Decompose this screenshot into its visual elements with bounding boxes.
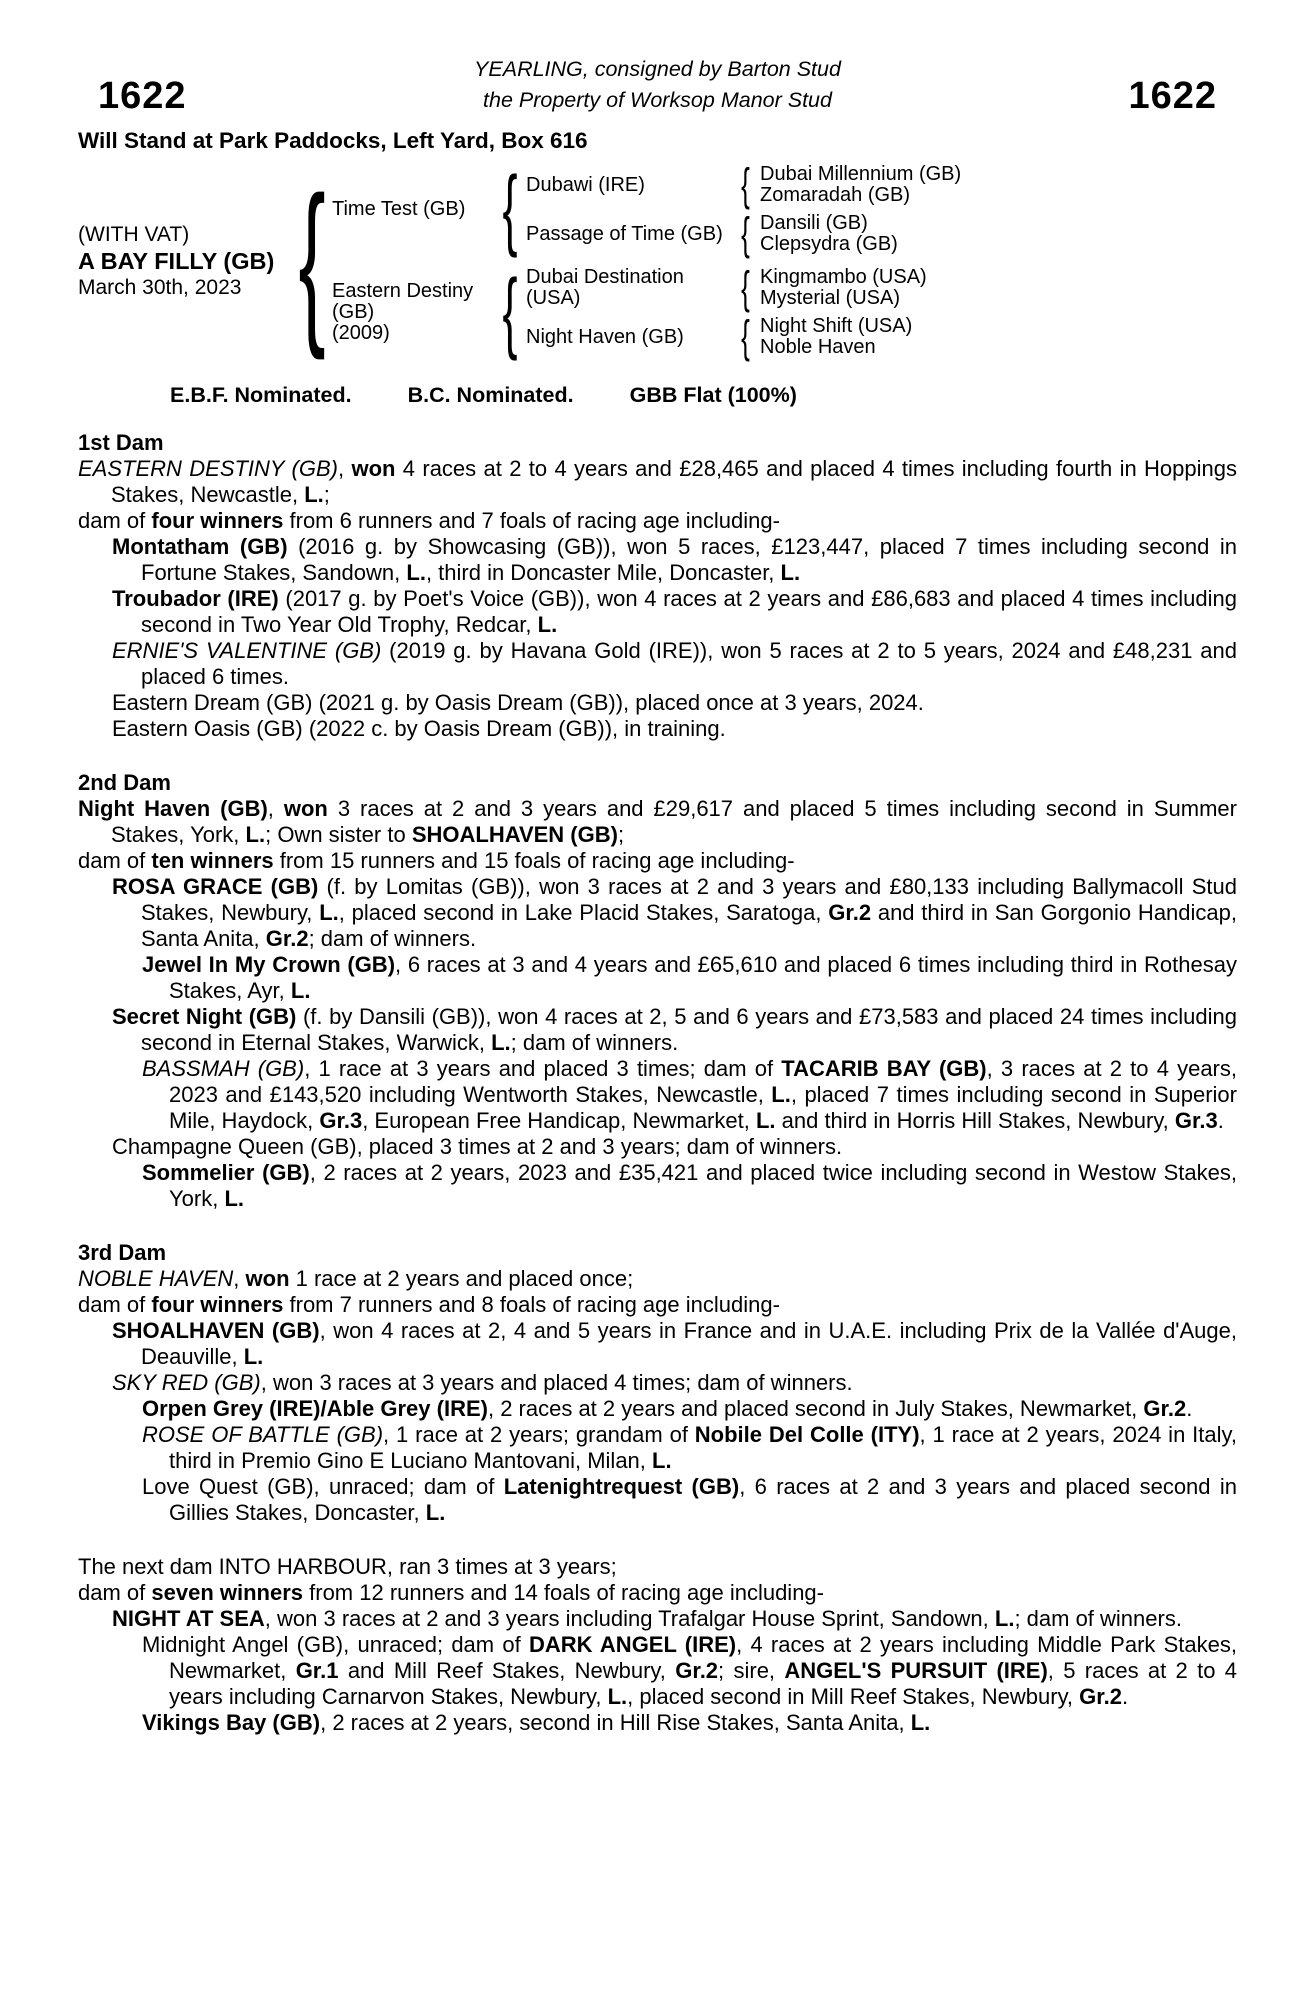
text-run: SHOALHAVEN (GB) <box>411 822 618 847</box>
pedigree-paragraph <box>78 1554 1237 1580</box>
text-run: Night Haven (GB) <box>78 796 268 821</box>
text-run: L. <box>290 978 311 1003</box>
pedigree-brace-icon: { <box>298 160 326 362</box>
text-run: , won 4 races at 2, 4 and 5 years in France and in U.A.E. including Prix de la Vallée d'Auge, Deauville, <box>141 1318 1237 1369</box>
text-run: L. <box>537 612 558 637</box>
text-run: , won 3 races at 3 years and placed 4 times; dam of winners. <box>260 1370 853 1395</box>
pedigree-paragraph <box>78 456 1237 508</box>
text-run: L. <box>780 560 801 585</box>
text-run: , 4 races at 2 years including Middle Park Stakes, Newmarket, <box>169 1632 1237 1683</box>
text-run: 3 races at 2 and 3 years and £29,617 and placed 5 times including second in Summer Stakes, York, <box>111 796 1237 847</box>
section-heading: 3rd Dam <box>78 1240 167 1265</box>
pedigree-branch <box>526 261 927 313</box>
text-run: four winners <box>151 508 284 533</box>
text-run: Orpen Grey (IRE)/Able Grey (IRE) <box>142 1396 488 1421</box>
text-run: won <box>351 456 396 481</box>
text-run: L. <box>755 1108 776 1133</box>
pedigree-paragraph <box>78 586 1237 638</box>
text-run: , 2 races at 2 years, second in Hill Rise Stakes, Santa Anita, <box>320 1710 911 1735</box>
text-run: , 2 races at 2 years, 2023 and £35,421 and placed twice including second in Westow Stakes, York, <box>169 1160 1237 1211</box>
horse-name: Time Test (GB) <box>332 198 466 220</box>
text-run: seven winners <box>151 1580 304 1605</box>
subject-info <box>78 222 292 300</box>
pedigree-paragraph <box>78 1710 1237 1736</box>
text-run: and third in Horris Hill Stakes, Newbury, <box>775 1108 1175 1133</box>
pedigree-paragraph <box>78 1632 1237 1710</box>
consigned-line: YEARLING, consigned by Barton Stud <box>474 57 841 81</box>
text-run: Gr.3 <box>319 1108 363 1133</box>
text-run: Champagne Queen (GB), placed 3 times at 2 and 3 years; dam of winners. <box>112 1134 843 1159</box>
text-run: L. <box>304 482 324 507</box>
text-run: , placed 7 times including second in Superior Mile, Haydock, <box>169 1082 1237 1133</box>
horse-name: Dubai Millennium (GB) <box>760 163 962 185</box>
lot-number-right: 1622 <box>1128 75 1217 117</box>
text-run: , 2 races at 2 years and placed second in July Stakes, Newmarket, <box>487 1396 1144 1421</box>
text-run: L. <box>771 1082 791 1107</box>
text-run: Gr.1 <box>295 1658 339 1683</box>
text-run: ; Own sister to <box>265 822 412 847</box>
horse-name: Zomaradah (GB) <box>760 184 911 206</box>
horse-name: Passage of Time (GB) <box>526 222 723 245</box>
pedigree-paragraph <box>78 1396 1237 1422</box>
horse-name: Noble Haven <box>760 336 876 358</box>
text-run: , won 3 races at 2 and 3 years including Trafalgar House Sprint, Sandown, <box>264 1606 995 1631</box>
text-run: Latenightrequest (GB) <box>503 1474 740 1499</box>
text-run: Gr.2 <box>1143 1396 1187 1421</box>
text-run: L. <box>652 1448 672 1473</box>
text-run: . <box>1217 1108 1224 1133</box>
horse-name: Dubai Destination (USA) <box>526 266 684 309</box>
text-run: ; dam of winners. <box>510 1030 679 1055</box>
text-run: dam of <box>78 848 152 873</box>
text-run: L. <box>319 900 339 925</box>
text-run: from 7 runners and 8 foals of racing age including- <box>283 1292 780 1317</box>
dam-section <box>78 1240 1237 1526</box>
text-run: , placed second in Mill Reef Stakes, Newbury, <box>627 1684 1080 1709</box>
text-run: , placed second in Lake Placid Stakes, Saratoga, <box>338 900 829 925</box>
text-run: Gr.2 <box>1079 1684 1122 1709</box>
text-run: , <box>233 1266 246 1291</box>
text-run: , 1 race at 2 years; grandam of <box>383 1422 695 1447</box>
text-run: (f. by Lomitas (GB)), won 3 races at 2 and 3 years and £80,133 including Ballymacoll Stud Stakes, Newbury, <box>141 874 1238 925</box>
text-run: , 1 race at 3 years and placed 3 times; dam of <box>304 1056 782 1081</box>
text-run: BASSMAH (GB) <box>142 1056 305 1081</box>
lot-number-left: 1622 <box>98 75 187 117</box>
pedigree-brace-icon: { <box>741 207 751 259</box>
text-run: , 6 races at 2 and 3 years and placed second in Gillies Stakes, Doncaster, <box>169 1474 1237 1525</box>
horse-name: Night Shift (USA) <box>760 315 913 337</box>
pedigree-paragraph <box>78 796 1237 848</box>
text-run: L. <box>994 1606 1015 1631</box>
text-run: EASTERN DESTINY (GB) <box>78 456 338 481</box>
text-run: , <box>267 796 284 821</box>
horse-name: Night Haven (GB) <box>526 325 684 348</box>
text-run: ERNIE'S VALENTINE (GB) <box>112 638 382 663</box>
text-run: from 6 runners and 7 foals of racing age including- <box>283 508 780 533</box>
pedigree-paragraph <box>78 1606 1237 1632</box>
text-run: 4 races at 2 to 4 years and £28,465 and placed 4 times including fourth in Hoppings Stakes, Newcastle, <box>111 456 1237 507</box>
pedigree-paragraph <box>78 716 1237 742</box>
text-run: Jewel In My Crown (GB) <box>142 952 396 977</box>
text-run: DARK ANGEL (IRE) <box>528 1632 737 1657</box>
horse-year: (2009) <box>332 322 390 344</box>
horse-name: Dubawi (IRE) <box>526 173 645 196</box>
subject-name: A BAY FILLY (GB) <box>78 248 275 274</box>
text-run: Love Quest (GB), unraced; dam of <box>142 1474 504 1499</box>
pedigree-generations <box>332 158 962 363</box>
text-run: L. <box>243 1344 264 1369</box>
text-run: Gr.3 <box>1174 1108 1218 1133</box>
text-run: (2019 g. by Havana Gold (IRE)), won 5 races at 2 to 5 years, 2024 and £48,231 and placed 6 times. <box>141 638 1237 689</box>
text-run: 1 race at 2 years and placed once; <box>289 1266 634 1291</box>
page-header <box>78 54 1237 116</box>
text-run: dam of <box>78 1292 152 1317</box>
text-run: ANGEL'S PURSUIT (IRE) <box>784 1658 1048 1683</box>
text-run: Sommelier (GB) <box>142 1160 310 1185</box>
text-run: won <box>283 796 328 821</box>
text-run: SHOALHAVEN (GB) <box>112 1318 320 1343</box>
text-run: NIGHT AT SEA <box>112 1606 265 1631</box>
horse-name: Eastern Destiny (GB) <box>332 280 474 323</box>
pedigree-brace-icon: { <box>741 261 751 313</box>
bc-nominated-label: B.C. Nominated. <box>407 383 574 407</box>
pedigree-table <box>78 158 1237 363</box>
text-run: ten winners <box>151 848 274 873</box>
text-run: , 1 race at 2 years, 2024 in Italy, third in Premio Gino E Luciano Mantovani, Milan, <box>169 1422 1237 1473</box>
pedigree-paragraph <box>78 1056 1237 1134</box>
pedigree-text <box>78 430 1237 1736</box>
ebf-nominated-label: E.B.F. Nominated. <box>170 383 352 407</box>
nominations-line <box>78 382 1237 408</box>
text-run: ; sire, <box>718 1658 785 1683</box>
pedigree-branch <box>526 207 961 259</box>
text-run: Montatham (GB) <box>112 534 288 559</box>
text-run: . <box>1186 1396 1193 1421</box>
pedigree-paragraph <box>78 508 1237 534</box>
pedigree-paragraph <box>78 1318 1237 1370</box>
text-run: (2016 g. by Showcasing (GB)), won 5 races, £123,447, placed 7 times including second in Fortune Stakes, Sandown, <box>141 534 1237 585</box>
text-run: ROSA GRACE (GB) <box>112 874 319 899</box>
text-run: L. <box>406 560 426 585</box>
text-run: Eastern Dream (GB) (2021 g. by Oasis Dream (GB)), placed once at 3 years, 2024. <box>112 690 924 715</box>
pedigree-branch-dam <box>332 261 961 363</box>
text-run: ROSE OF BATTLE (GB) <box>142 1422 384 1447</box>
text-run: , European Free Handicap, Newmarket, <box>362 1108 756 1133</box>
text-run: TACARIB BAY (GB) <box>781 1056 987 1081</box>
property-line: the Property of Worksop Manor Stud <box>483 88 832 112</box>
text-run: Eastern Oasis (GB) (2022 c. by Oasis Dream (GB)), in training. <box>112 716 726 741</box>
pedigree-brace-icon: { <box>741 310 751 362</box>
pedigree-branch <box>526 310 927 362</box>
pedigree-paragraph <box>78 1134 1237 1160</box>
pedigree-paragraph <box>78 1160 1237 1212</box>
text-run: from 15 runners and 15 foals of racing age including- <box>273 848 795 873</box>
text-run: L. <box>607 1684 628 1709</box>
text-run: (2017 g. by Poet's Voice (GB)), won 4 races at 2 years and £86,683 and placed 4 times including second in Two Year Old Trophy, Redcar, <box>141 586 1238 637</box>
pedigree-paragraph <box>78 690 1237 716</box>
dam-section <box>78 770 1237 1212</box>
pedigree-paragraph <box>78 952 1237 1004</box>
text-run: The next dam INTO HARBOUR, ran 3 times at 3 years; <box>78 1554 617 1579</box>
pedigree-paragraph <box>78 848 1237 874</box>
text-run: , 6 races at 3 and 4 years and £65,610 and placed 6 times including third in Rothesay Stakes, Ayr, <box>169 952 1237 1003</box>
text-run: dam of <box>78 1580 152 1605</box>
pedigree-paragraph <box>78 1474 1237 1526</box>
sire-name <box>332 199 494 220</box>
text-run: , <box>337 456 352 481</box>
text-run: L. <box>425 1500 446 1525</box>
text-run: , third in Doncaster Mile, Doncaster, <box>425 560 781 585</box>
header-center <box>253 54 1062 116</box>
section-heading: 1st Dam <box>78 430 164 455</box>
gbb-flat-label: GBB Flat (100%) <box>629 383 797 407</box>
pedigree-paragraph <box>78 1266 1237 1292</box>
text-run: , 5 races at 2 to 4 years including Carnarvon Stakes, Newbury, <box>169 1658 1238 1709</box>
horse-name: Clepsydra (GB) <box>760 233 898 255</box>
text-run: Gr.2 <box>675 1658 719 1683</box>
text-run: Gr.2 <box>828 900 872 925</box>
text-run: dam of <box>78 508 152 533</box>
text-run: Troubador (IRE) <box>112 586 279 611</box>
text-run: L. <box>245 822 266 847</box>
text-run: and Mill Reef Stakes, Newbury, <box>338 1658 676 1683</box>
foal-date: March 30th, 2023 <box>78 276 242 299</box>
horse-name: Kingmambo (USA) <box>760 266 927 288</box>
text-run: L. <box>224 1186 245 1211</box>
horse-name: Dansili (GB) <box>760 212 868 234</box>
stand-location-line: Will Stand at Park Paddocks, Left Yard, Box 616 <box>78 128 588 153</box>
text-run: ; dam of winners. <box>308 926 477 951</box>
text-run: Midnight Angel (GB), unraced; dam of <box>142 1632 529 1657</box>
text-run: ; <box>323 482 330 507</box>
text-run: NOBLE HAVEN <box>78 1266 234 1291</box>
dam-section <box>78 430 1237 742</box>
pedigree-branch <box>526 158 962 210</box>
pedigree-brace-icon: { <box>502 262 518 363</box>
pedigree-paragraph <box>78 1004 1237 1056</box>
text-run: Secret Night (GB) <box>112 1004 297 1029</box>
section-heading: 2nd Dam <box>78 770 171 795</box>
pedigree-paragraph <box>78 638 1237 690</box>
text-run: Nobile Del Colle (ITY) <box>694 1422 920 1447</box>
text-run: ; <box>617 822 625 847</box>
text-run: . <box>1121 1684 1129 1709</box>
text-run: Vikings Bay (GB) <box>142 1710 321 1735</box>
pedigree-paragraph <box>78 1422 1237 1474</box>
text-run: L. <box>910 1710 931 1735</box>
pedigree-paragraph <box>78 1580 1237 1606</box>
vat-note: (WITH VAT) <box>78 223 190 246</box>
text-run: Gr.2 <box>265 926 309 951</box>
text-run: (f. by Dansili (GB)), won 4 races at 2, 5 and 6 years and £73,583 and placed 24 times including second in Eternal Stakes, Warwick, <box>141 1004 1237 1055</box>
dam-name <box>332 281 494 344</box>
pedigree-paragraph <box>78 534 1237 586</box>
text-run: , 3 races at 2 to 4 years, 2023 and £143,520 including Wentworth Stakes, Newcastle, <box>169 1056 1237 1107</box>
text-run: SKY RED (GB) <box>112 1370 261 1395</box>
pedigree-branch-sire <box>332 158 962 260</box>
text-run: ; dam of winners. <box>1014 1606 1182 1631</box>
text-run: and third in San Gorgonio Handicap, Santa Anita, <box>141 900 1237 951</box>
horse-name: Mysterial (USA) <box>760 287 901 309</box>
text-run: from 12 runners and 14 foals of racing age including- <box>303 1580 824 1605</box>
dam-section <box>78 1554 1237 1736</box>
pedigree-paragraph <box>78 874 1237 952</box>
text-run: L. <box>491 1030 511 1055</box>
text-run: four winners <box>151 1292 284 1317</box>
pedigree-paragraph <box>78 1370 1237 1396</box>
pedigree-brace-icon: { <box>741 158 751 210</box>
pedigree-paragraph <box>78 1292 1237 1318</box>
pedigree-brace-icon: { <box>502 159 518 260</box>
text-run: won <box>245 1266 290 1291</box>
